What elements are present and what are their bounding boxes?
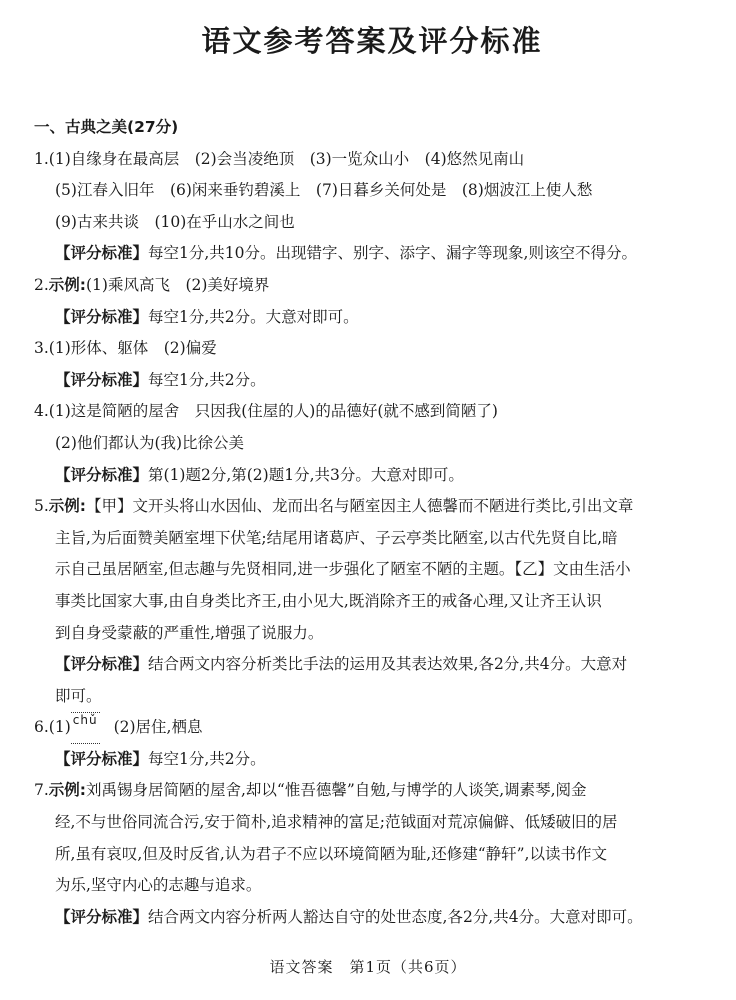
criteria-tag: 【评分标准】 xyxy=(55,307,149,326)
content xyxy=(34,112,710,933)
answer-text: (1)这是简陋的屋舍 只因我(住屋的人)的品德好(就不感到简陋了) xyxy=(48,402,498,421)
question-7-criteria xyxy=(34,902,710,934)
question-4-line-1 xyxy=(34,396,710,428)
criteria-tag: 【评分标准】 xyxy=(55,465,149,484)
question-5-criteria xyxy=(34,649,710,681)
criteria-tag: 【评分标准】 xyxy=(55,907,149,926)
question-1-criteria xyxy=(34,238,710,270)
question-number: 6. xyxy=(34,718,49,737)
pinyin-annotation: chǔ xyxy=(71,712,100,744)
question-7-line-1 xyxy=(34,775,710,807)
question-2 xyxy=(34,270,710,302)
answer-text: (1)乘风高飞 (2)美好境界 xyxy=(86,275,270,294)
question-6 xyxy=(34,712,710,744)
example-prefix: 示例: xyxy=(48,497,86,516)
criteria-tag: 【评分标准】 xyxy=(55,244,149,263)
answer-text: (1)形体、躯体 (2)偏爱 xyxy=(48,339,217,358)
question-1-line-2: (5)江春入旧年 (6)闲来垂钓碧溪上 (7)日暮乡关何处是 (8)烟波江上使人愁 xyxy=(55,181,593,200)
question-6-criteria xyxy=(34,744,710,776)
question-3 xyxy=(34,333,710,365)
question-5-line-2: 主旨,为后面赞美陋室埋下伏笔;结尾用诸葛庐、子云亭类比陋室,以古代先贤自比,暗 xyxy=(55,528,618,547)
question-2-criteria xyxy=(34,302,710,334)
answer-part-1: (1) xyxy=(48,718,71,737)
criteria-text: 结合两文内容分析类比手法的运用及其表达效果,各2分,共4分。大意对 xyxy=(148,655,628,674)
criteria-text: 每空1分,共2分。 xyxy=(148,370,266,389)
criteria-text: 每空1分,共10分。出现错字、别字、添字、漏字等现象,则该空不得分。 xyxy=(148,244,637,263)
criteria-tag: 【评分标准】 xyxy=(55,655,149,674)
criteria-tag: 【评分标准】 xyxy=(55,370,149,389)
page-footer: 语文答案 第1页（共6页） xyxy=(269,958,467,976)
question-5-line-4: 事类比国家大事,由自身类比齐王,由小见大,既消除齐王的戒备心理,又让齐王认识 xyxy=(55,591,602,610)
question-number: 3. xyxy=(34,339,49,358)
question-1-line-3: (9)古来共谈 (10)在乎山水之间也 xyxy=(55,212,295,231)
example-prefix: 示例: xyxy=(48,781,86,800)
question-number: 5. xyxy=(34,497,49,516)
question-number: 1. xyxy=(34,149,49,168)
criteria-tag: 【评分标准】 xyxy=(55,749,149,768)
answer-part-2: (2)居住,栖息 xyxy=(113,718,203,737)
question-4-line-2: (2)他们都认为(我)比徐公美 xyxy=(55,433,245,452)
page-title: 语文参考答案及评分标准 xyxy=(201,24,543,58)
criteria-text: 第(1)题2分,第(2)题1分,共3分。大意对即可。 xyxy=(148,465,464,484)
question-7-line-4: 为乐,坚守内心的志趣与追求。 xyxy=(55,876,262,895)
question-number: 2. xyxy=(34,275,49,294)
criteria-text: 结合两文内容分析两人豁达自守的处世态度,各2分,共4分。大意对即可。 xyxy=(148,907,643,926)
criteria-text: 每空1分,共2分。 xyxy=(148,749,266,768)
question-5-line-1 xyxy=(34,491,710,523)
question-4-criteria xyxy=(34,460,710,492)
question-3-criteria xyxy=(34,365,710,397)
question-7-line-2: 经,不与世俗同流合污,安于简朴,追求精神的富足;范钺面对荒凉偏僻、低矮破旧的居 xyxy=(55,813,618,832)
question-7-line-3: 所,虽有哀叹,但及时反省,认为君子不应以环境简陋为耻,还修建“静轩”,以读书作文 xyxy=(55,844,607,863)
question-number: 4. xyxy=(34,402,49,421)
example-prefix: 示例: xyxy=(48,275,86,294)
question-5-criteria-cont: 即可。 xyxy=(55,686,102,705)
criteria-text: 每空1分,共2分。大意对即可。 xyxy=(148,307,359,326)
section-heading: 一、古典之美(27分) xyxy=(34,118,179,136)
answer-text: 【甲】文开头将山水因仙、龙而出名与陋室因主人德馨而不陋进行类比,引出文章 xyxy=(86,497,634,516)
question-number: 7. xyxy=(34,781,49,800)
answer-text: 刘禹锡身居简陋的屋舍,却以“惟吾德馨”自勉,与博学的人谈笑,调素琴,阅金 xyxy=(86,781,587,800)
answer-text: (1)自缘身在最高层 (2)会当凌绝顶 (3)一览众山小 (4)悠然见南山 xyxy=(48,149,525,168)
question-5-line-3: 示自己虽居陋室,但志趣与先贤相同,进一步强化了陋室不陋的主题。【乙】文由生活小 xyxy=(55,560,631,579)
question-1-line-1 xyxy=(34,144,710,176)
question-5-line-5: 到自身受蒙蔽的严重性,增强了说服力。 xyxy=(55,623,324,642)
